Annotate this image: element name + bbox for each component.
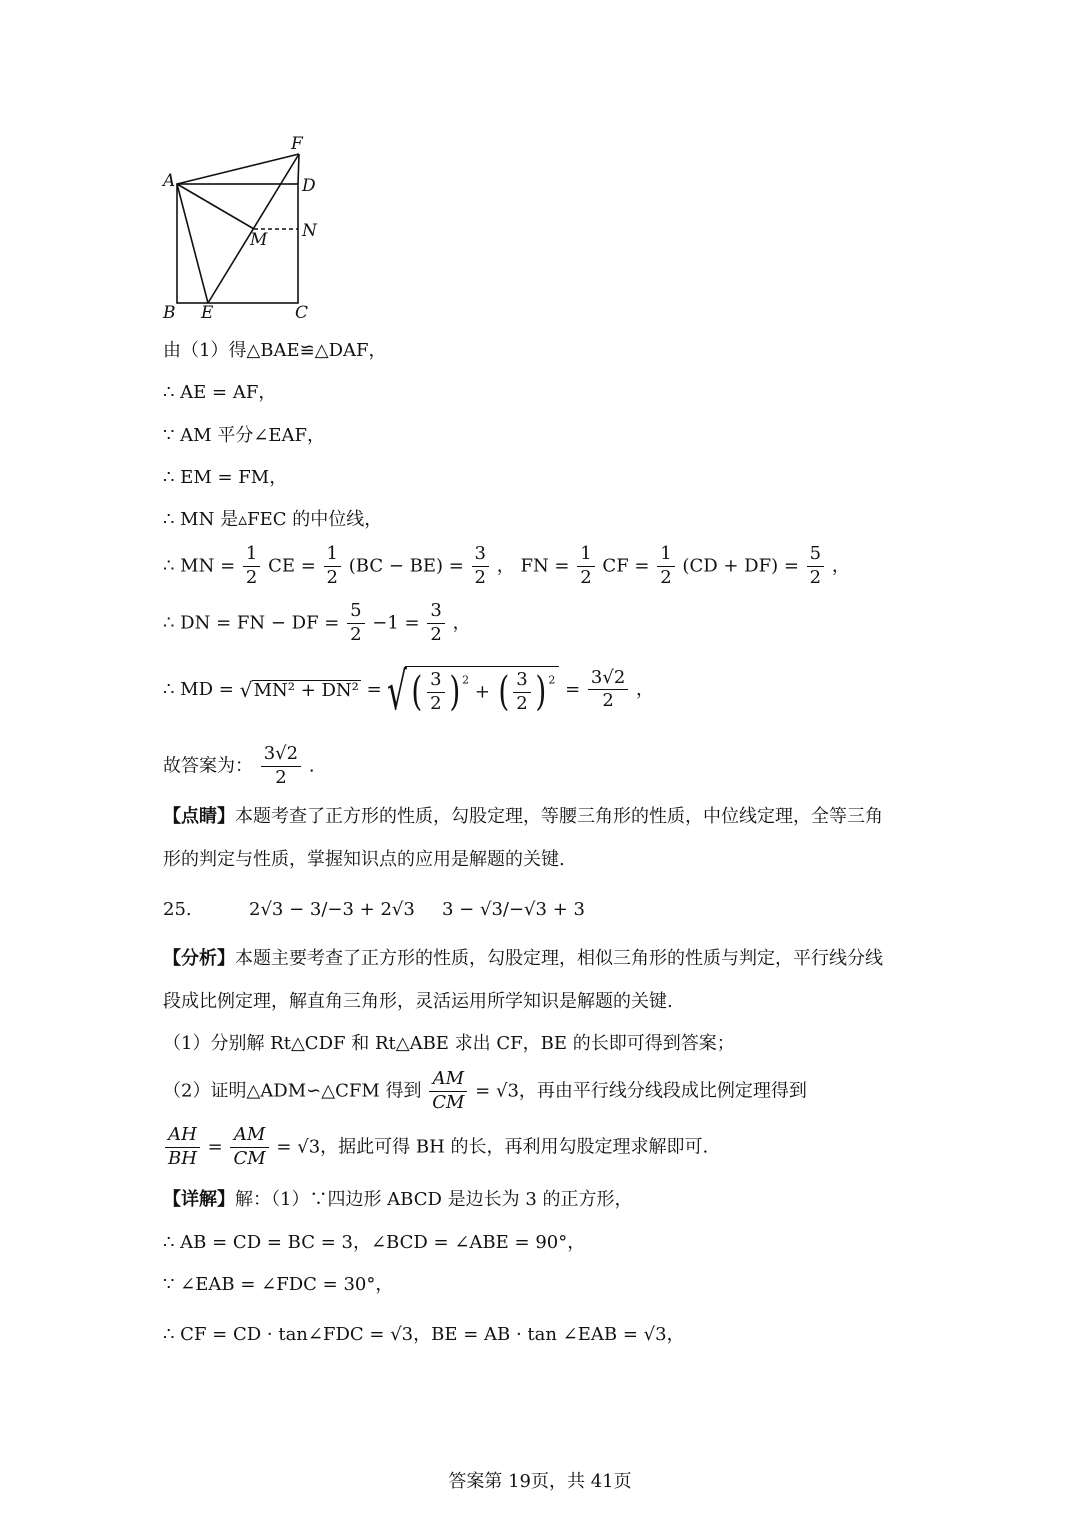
l8-eq: = (366, 678, 382, 700)
line-4: ∴ EM = FM， (163, 467, 288, 488)
fraction-three-halves: $\frac{3}{2}$ (427, 602, 444, 645)
label-c: C (295, 303, 309, 323)
fraction-am-cm: $\frac{AM}{CM}$ (230, 1126, 268, 1169)
line-5: ∴ MN 是▵FEC 的中位线， (163, 509, 383, 530)
label-m: M (250, 230, 268, 250)
analysis-text-1: 本题主要考查了正方形的性质，勾股定理，相似三角形的性质与判定，平行线分线 (235, 948, 883, 969)
line-7 (163, 602, 471, 645)
label-d: D (302, 176, 316, 196)
q25-answer-2: 3 − √3/−√3 + 3 (442, 899, 585, 920)
line-6 (163, 545, 850, 588)
q25-line (163, 899, 585, 920)
fraction-five-halves: $\frac{5}{2}$ (347, 602, 364, 645)
detail-line-3: ∵ ∠EAB = ∠FDC = 30°， (163, 1274, 394, 1295)
label-a: A (163, 171, 176, 191)
fraction-half: $\frac{1}{2}$ (657, 545, 674, 588)
detail-label: 【详解】 (163, 1189, 235, 1210)
l7-mid: −1 = (372, 612, 420, 634)
detail-line-2: ∴ AB = CD = BC = 3，∠BCD = ∠ABE = 90°， (163, 1232, 586, 1253)
analysis-line-5: $\frac{AH}{BH}$ = $\frac{AM}{CM}$ = √3，据此可得 BH 的长，再利用勾股定理求解即可. (163, 1126, 708, 1169)
fraction-answer: $\frac{3√2}{2}$ (261, 745, 301, 788)
analysis-4-pre: （2）证明△ADM∽△CFM 得到 (163, 1080, 422, 1102)
fraction-three-halves: $\frac{3}{2}$ (472, 545, 489, 588)
tip-line-2: 形的判定与性质，掌握知识点的应用是解题的关键. (163, 849, 565, 870)
line-9 (163, 745, 315, 788)
analysis-line-4 (163, 1070, 807, 1113)
l7-prefix: ∴ DN = FN − DF = (163, 612, 340, 634)
line-1: 由（1）得△BAE≌△DAF， (163, 340, 387, 361)
q25-answer-1: 2√3 − 3/−3 + 2√3 (249, 899, 415, 920)
label-e: E (201, 303, 214, 323)
fraction-half: $\frac{1}{2}$ (324, 545, 341, 588)
l6-end: ， (831, 555, 850, 577)
label-b: B (163, 303, 176, 323)
line-8 (163, 661, 655, 722)
segment-fd (298, 154, 299, 184)
fraction-three-root2-over2: $\frac{3√2}{2}$ (588, 669, 628, 712)
analysis-line-1 (163, 950, 883, 968)
fraction-half: $\frac{1}{2}$ (243, 545, 260, 588)
l6-paren2: (CD + DF) = (682, 555, 799, 577)
detail-text-1: 解：（1）∵四边形 ABCD 是边长为 3 的正方形， (235, 1189, 633, 1210)
fraction-am-cm: $\frac{AM}{CM}$ (429, 1070, 467, 1113)
sqrt-mn-dn: √ MN² + DN² (239, 677, 359, 702)
tip-text-1: 本题考查了正方形的性质，勾股定理，等腰三角形的性质，中位线定理，全等三角 (235, 806, 883, 827)
l8-end: ， (636, 678, 655, 700)
fraction-half: $\frac{1}{2}$ (577, 545, 594, 588)
l9-end: . (308, 755, 315, 777)
l6-ce: CE = (268, 555, 316, 577)
l6-prefix: ∴ MN = (163, 555, 236, 577)
l6-paren: (BC − BE) = (348, 555, 464, 577)
line-3: ∵ AM 平分∠EAF， (163, 425, 326, 446)
analysis-label: 【分析】 (163, 948, 235, 969)
analysis-5-post: = √3，据此可得 BH 的长，再利用勾股定理求解即可. (276, 1136, 709, 1158)
geometry-figure (158, 132, 358, 327)
analysis-line-2: 段成比例定理，解直角三角形，灵活运用所学知识是解题的关键. (163, 991, 673, 1012)
l8-prefix: ∴ MD = (163, 678, 234, 700)
detail-line-4: ∴ CF = CD · tan∠FDC = √3，BE = AB · tan ∠EAB = √3， (163, 1324, 685, 1345)
page-footer: 答案第 19页，共 41页 (448, 1471, 632, 1492)
fraction-ah-bh: $\frac{AH}{BH}$ (165, 1126, 200, 1169)
analysis-4-post: = √3，再由平行线分线段成比例定理得到 (475, 1080, 807, 1102)
l6-sep: ， FN = (496, 555, 570, 577)
fraction-five-halves: $\frac{5}{2}$ (807, 545, 824, 588)
analysis-line-3: （1）分别解 Rt△CDF 和 Rt△ABE 求出 CF，BE 的长即可得到答案； (163, 1033, 735, 1054)
square-abcd (177, 184, 298, 303)
tip-label: 【点睛】 (163, 806, 235, 827)
q25-number: 25. (163, 899, 192, 920)
label-n: N (302, 221, 317, 241)
sqrt-sum-squares: √ ( $\frac{3}{2}$ ) $^2$ + ( $\frac{3}{2}$ ) $^2$ (387, 666, 559, 714)
tip-line-1 (163, 808, 883, 826)
line-2: ∴ AE = AF， (163, 382, 277, 403)
l6-cf: CF = (602, 555, 650, 577)
l7-end: ， (452, 612, 471, 634)
detail-line-1 (163, 1191, 633, 1209)
segment-am (177, 184, 254, 229)
segment-ae (177, 184, 208, 303)
label-f: F (291, 134, 303, 154)
l9-prefix: 故答案为： (163, 755, 253, 777)
segment-af (177, 154, 299, 184)
l8-eq2: = (565, 678, 581, 700)
